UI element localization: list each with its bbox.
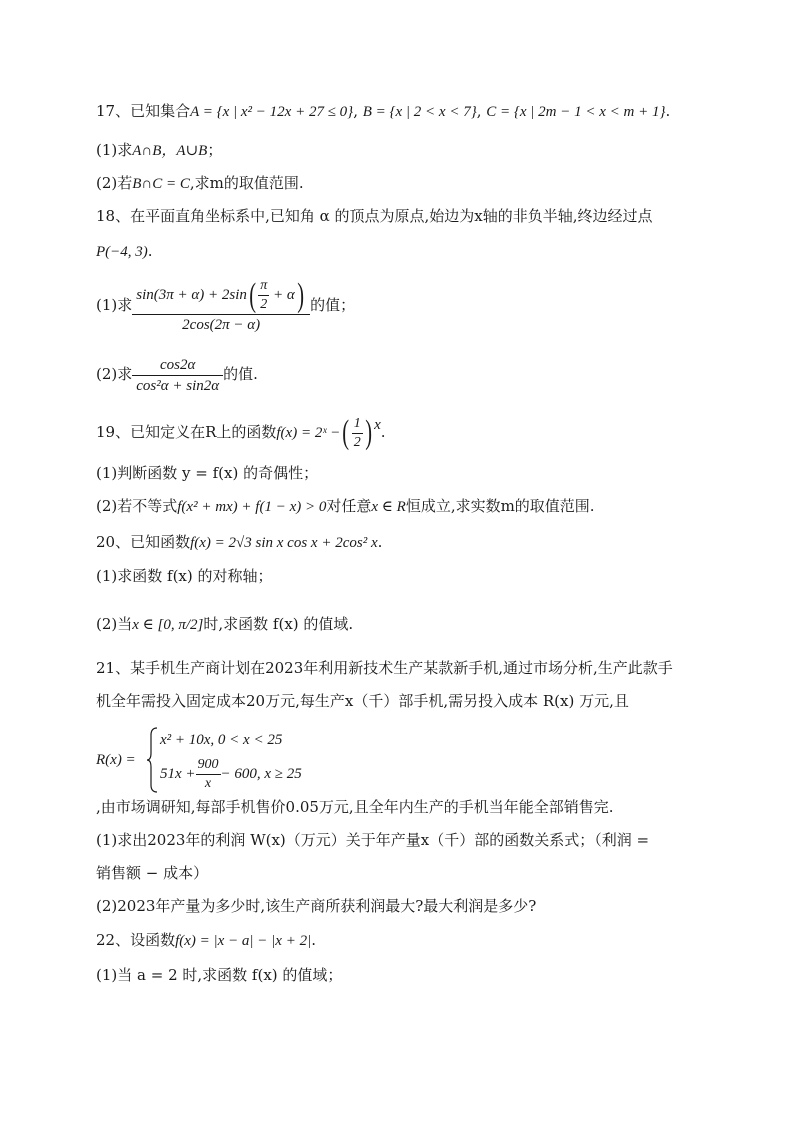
- q18-point: P(−4, 3): [96, 244, 148, 260]
- q21-part1-line2: 销售额 − 成本）: [96, 864, 209, 882]
- q21-part2: (2)2023年产量为多少时,该生产商所获利润最大?最大利润是多少?: [96, 897, 537, 915]
- q19-stem: 19、已知定义在R上的函数: [96, 423, 277, 441]
- q20-stem: 20、已知函数: [96, 533, 191, 551]
- q20-part2-prefix: (2)当: [96, 615, 133, 633]
- q22-stem: 22、设函数: [96, 931, 176, 949]
- q17-stem-line: 17、已知集合A = {x | x² − 12x + 27 ≤ 0}, B = {x | 2 < x < 7}, C = {x | 2m − 1 < x < m + 1}.: [96, 102, 671, 120]
- q18-point-line: [96, 240, 153, 263]
- q21-piece2: [160, 754, 302, 794]
- q17-part1: [96, 139, 222, 162]
- q21-line2: 机全年需投入固定成本20万元,每生产x（千）部手机,需另投入成本 R(x) 万元,且: [96, 692, 629, 710]
- q18-part2-prefix: (2)求: [96, 365, 133, 383]
- q20-func-suffix: .: [377, 533, 383, 551]
- q21-piece2-b: − 600, x ≥ 25: [220, 766, 302, 782]
- q17-set-c: C = {x | 2m − 1 < x < m + 1}: [486, 104, 666, 120]
- q20-part1: (1)求函数 f(x) 的对称轴；: [96, 567, 273, 585]
- q17-set-b: B = {x | 2 < x < 7}: [362, 104, 477, 120]
- q21-part1-line1: (1)求出2023年的利润 W(x)（万元）关于年产量x（千）部的函数关系式；（利润 =: [96, 831, 650, 849]
- q19-part2-math: f(x² + mx) + f(1 − x) > 0: [177, 499, 327, 515]
- q21-line3: ,由市场调研知,每部手机售价0.05万元,且全年内生产的手机当年能全部销售完.: [96, 798, 614, 816]
- q17-part2-math: B∩C = C: [132, 176, 190, 192]
- q18-part1: [96, 277, 355, 337]
- q20-stem-line: [96, 531, 382, 554]
- q20-part2: [96, 604, 353, 644]
- q18-part2: [96, 352, 258, 396]
- q21-piece2-numerator: 900: [196, 756, 221, 775]
- q19-part2: [96, 495, 595, 518]
- q19-part2-suffix: 恒成立,求实数m的取值范围.: [405, 497, 595, 515]
- q21-piece2-a: 51x +: [160, 766, 196, 782]
- q18-part1-prefix: (1)求: [96, 296, 133, 314]
- q18-point-suffix: .: [147, 242, 153, 260]
- q17-stem: 17、已知集合: [96, 102, 191, 120]
- q17-part2: [96, 172, 304, 195]
- q18-part1-fraction: sin(3π + α) + 2sin( $\frac{\pi}{2}$ + α) 2cos(2π − α): [132, 277, 310, 335]
- q17-set-a: A = {x | x² − 12x + 27 ≤ 0}: [190, 104, 354, 120]
- q17-part1-suffix: ；: [207, 141, 223, 159]
- q21-piece1: x² + 10x, 0 < x < 25: [160, 732, 283, 748]
- q19-stem-line: 19、已知定义在R上的函数f(x) = 2ˣ −( $\frac{1}{2}$ ) $^x$.: [96, 414, 386, 451]
- q19-part2-mid: 对任意: [326, 497, 372, 515]
- piecewise-brace-icon: [146, 727, 158, 793]
- q19-part2-math2: x ∈ R: [371, 499, 406, 515]
- q20-func: f(x) = 2√3 sin x cos x + 2cos² x: [190, 535, 378, 551]
- q19-part1: (1)判断函数 y = f(x) 的奇偶性；: [96, 464, 319, 482]
- q18-stem: 18、在平面直角坐标系中,已知角 α 的顶点为原点,始边为x轴的非负半轴,终边经过点: [96, 207, 653, 225]
- q19-part2-prefix: (2)若不等式: [96, 497, 178, 515]
- q22-func-suffix: .: [311, 931, 316, 949]
- q18-part1-denominator: 2cos(2π − α): [182, 317, 261, 333]
- q19-func: f(x) = 2ˣ −: [276, 425, 341, 441]
- q17-part2-prefix: (2)若: [96, 174, 133, 192]
- q22-stem-line: [96, 929, 316, 952]
- q18-part2-denominator: cos²α + sin2α: [136, 377, 220, 394]
- q19-func-suffix: .: [380, 423, 386, 441]
- q18-part2-fraction: [132, 355, 223, 396]
- q17-part2-suffix: ,求m的取值范围.: [189, 174, 304, 192]
- q21-line1: 21、某手机生产商计划在2023年利用新技术生产某款新手机,通过市场分析,生产此款手: [96, 659, 673, 677]
- q17-part1-math: A∩B，A∪B: [132, 143, 208, 159]
- q22-func: f(x) = |x − a| − |x + 2|: [175, 933, 312, 949]
- q21-piecewise-label: R(x) =: [96, 752, 136, 768]
- q21-piece2-denominator: x: [204, 776, 212, 792]
- q20-part2-interval: x ∈ [0, π/2]: [132, 617, 204, 633]
- q20-part2-suffix: 时,求函数 f(x) 的值域.: [203, 615, 354, 633]
- q17-part1-prefix: (1)求: [96, 141, 133, 159]
- q18-part1-suffix: 的值；: [310, 296, 356, 314]
- q22-part1: (1)当 a = 2 时,求函数 f(x) 的值域；: [96, 966, 343, 984]
- q18-part2-numerator: cos2α: [132, 355, 223, 376]
- q18-part2-suffix: 的值.: [223, 365, 258, 383]
- q18-part1-numerator: sin(3π + α) + 2sin: [136, 286, 247, 303]
